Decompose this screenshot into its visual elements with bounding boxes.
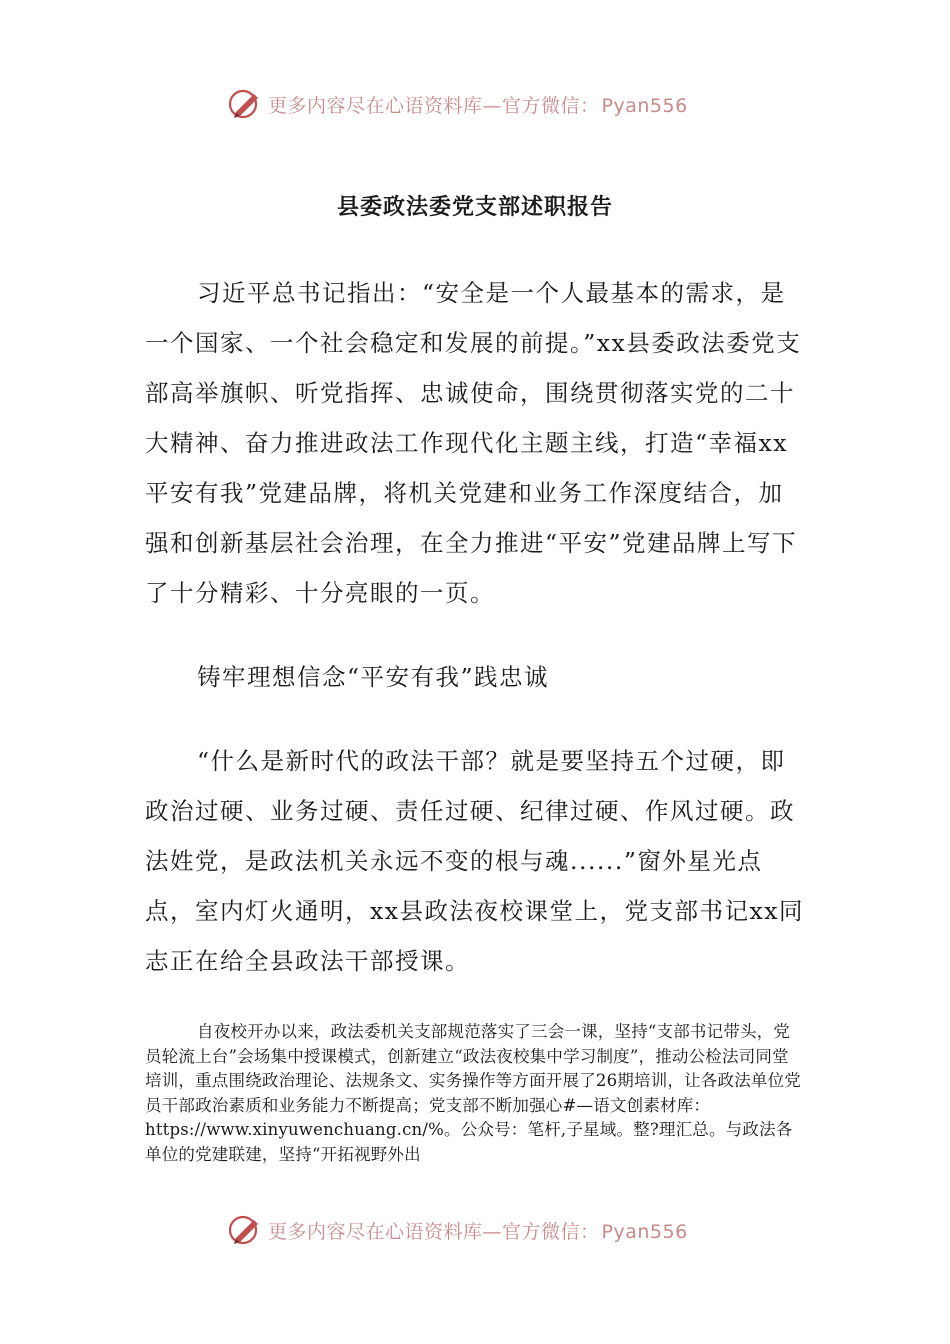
document-title: 县委政法委党支部述职报告 <box>336 194 613 220</box>
paragraph-1: 习近平总书记指出：“安全是一个人最基本的需求，是一个国家、一个社会稳定和发展的前提。”xx县委政法委党支部高举旗帜、听党指挥、忠诚使命，围绕贯彻落实党的二十大精神、奋力推进政法工作现代化主题主线，打造“幸福xx平安有我”党建品牌，将机关党建和业务工作深度结合，加强和创新基层社会治理，在全力推进“平安”党建品牌上写下了十分精彩、十分亮眼的一页。 <box>145 279 802 607</box>
pen-logo-icon <box>228 1212 264 1248</box>
header-watermark <box>228 84 688 124</box>
paragraph-2: “什么是新时代的政法干部？就是要坚持五个过硬，即政治过硬、业务过硬、责任过硬、纪律过硬、作风过硬。政法姓党，是政法机关永远不变的根与魂......”窗外星光点点，室内灯火通明，xx县政法夜校课堂上，党支部书记xx同志正在给全县政法干部授课。 <box>145 747 805 975</box>
paragraph-3: 自夜校开办以来，政法委机关支部规范落实了三会一课，坚持“支部书记带头，党员轮流上台”会场集中授课模式，创新建立“政法夜校集中学习制度”，推动公检法司同堂培训，重点围绕政治理论、法规条文、实务操作等方面开展了26期培训，让各政法单位党员干部政治素质和业务能力不断提高；党支部不断加强心#—语文创素材库：https://www.xinyuwenchuang.cn/%。公众号：笔杆,子星域。整?理汇总。与政法各单位的党建联建，坚持“开拓视野外出 <box>145 1022 801 1164</box>
watermark-text: 更多内容尽在心语资料库—官方微信： Pyan556 <box>268 94 688 117</box>
watermark-wechat-id: Pyan556 <box>601 1220 688 1243</box>
watermark-wechat-id: Pyan556 <box>601 94 688 117</box>
section-heading: 铸牢理想信念“平安有我”践忠诚 <box>197 663 550 691</box>
pen-logo-icon <box>228 86 264 122</box>
footer-watermark <box>228 1210 688 1250</box>
watermark-text: 更多内容尽在心语资料库—官方微信： Pyan556 <box>268 1220 688 1243</box>
